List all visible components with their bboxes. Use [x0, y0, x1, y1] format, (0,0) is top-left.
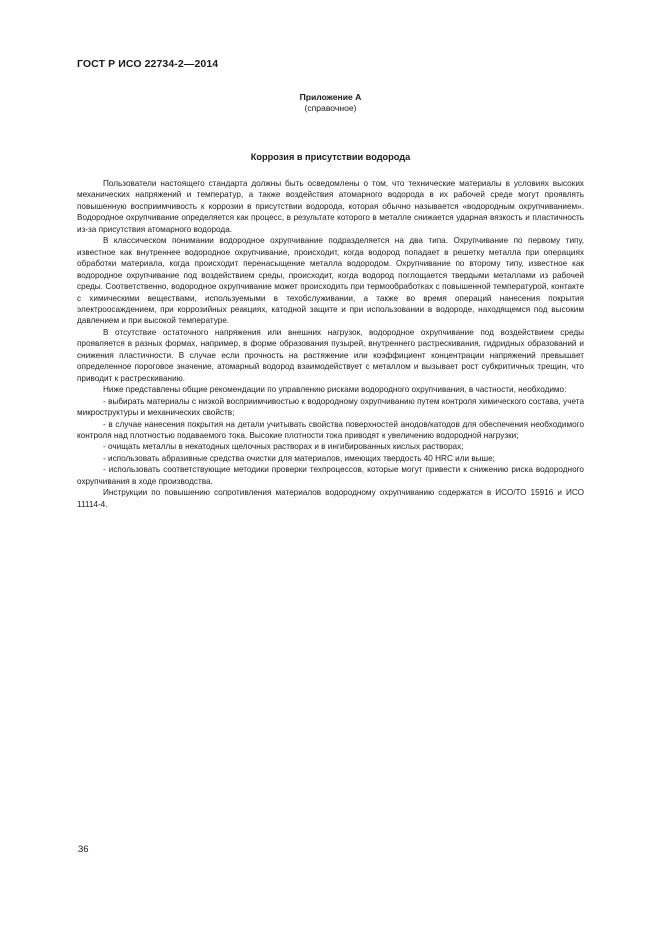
page-number: 36: [78, 844, 89, 855]
list-item-abrasive: - использовать абразивные средства очистки для материалов, имеющих твердость 40 HRC или выше;: [103, 453, 495, 463]
annex-type: (справочное): [304, 103, 357, 113]
paragraph-references: Инструкции по повышению сопротивления материалов водородному охрупчиванию содержатся в ИСО/ТО 15916 и ИСО 11114-4.: [77, 488, 584, 509]
list-item-materials: - выбирать материалы с низкой восприимчивостью к водородному охрупчиванию путем контроля химического состава, учета микроструктуры и механических свойств;: [77, 396, 584, 418]
paragraph-intro: Пользователи настоящего стандарта должны быть осведомлены о том, что технические материалы в условиях высоких механических напряжений и температур, а также воздействия атомарного водорода в их рабочей среде могут проявлять повышенную восприимчивость к коррозии в присутствии водорода, которая обычно называется «водородным охрупчиванием». Водородное охрупчивание определяется как процесс, в результате которого в металле снижается ударная вязкость и пластичность из-за присутствия атомарного водорода.: [77, 179, 584, 234]
paragraph-recommendations-intro: Ниже представлены общие рекомендации по управлению рисками водородного охрупчивания, в частности, необходимо:: [103, 385, 567, 395]
paragraph-types: В классическом понимании водородное охрупчивание подразделяется на два типа. Охрупчивание по первому типу, известное как внутреннее водородное охрупчивание, происходит, когда водород попадает в решетку металла при операциях обработки материала, когда происходит перенасыщение металла водородом. Охрупчивание по второму типу, известное как водородное охрупчивание под воздействием среды, происходит, когда водород поглощается твердыми металлами из рабочей среды. Соответственно, водородное охрупчивание может происходить при термообработках с повышенной температурой, контакте с химическими веществами, используемыми в техобслуживании, а также во время операций нанесения покрытия электроосаждением, при коррозийных реакциях, катодной защите и при использовании в водороде, находящемся под высоким давлением и при высокой температуре.: [77, 236, 584, 326]
document-header-standard: ГОСТ Р ИСО 22734-2—2014: [77, 58, 219, 70]
list-item-process-control: - использовать соответствующие методики проверки техпроцессов, которые могут привести к снижению риска водородного охрупчивания в ходе производства.: [77, 465, 584, 486]
section-title: Коррозия в присутствии водорода: [250, 152, 411, 162]
list-item-coating: - в случае нанесения покрытия на детали учитывать свойства поверхностей анодов/катодов для обеспечения необходимого контроля над плотностью подаваемого тока. Высокие плотности тока приводят к увеличению водородной нагрузки;: [77, 419, 584, 440]
annex-title: Приложение А: [299, 92, 362, 102]
paragraph-forms: В отсутствие остаточного напряжения или внешних нагрузок, водородное охрупчивание под воздействием среды проявляется в разных формах, например, в форме образования пузырей, внутреннего растрескивания, гидридных образований и снижения пластичности. В случае если прочность на растяжение или коэффициент концентрации напряжений превышает определенное пороговое значение, атомарный водород взаимодействует с металлом и вызывает рост субкритичных трещин, что приводит к растрескиванию.: [77, 327, 584, 383]
document-body: [77, 178, 584, 510]
annex-heading: [0, 92, 661, 114]
list-item-cleaning: - очищать металлы в некатодных щелочных растворах и в ингибированных кислых растворах;: [103, 442, 464, 452]
